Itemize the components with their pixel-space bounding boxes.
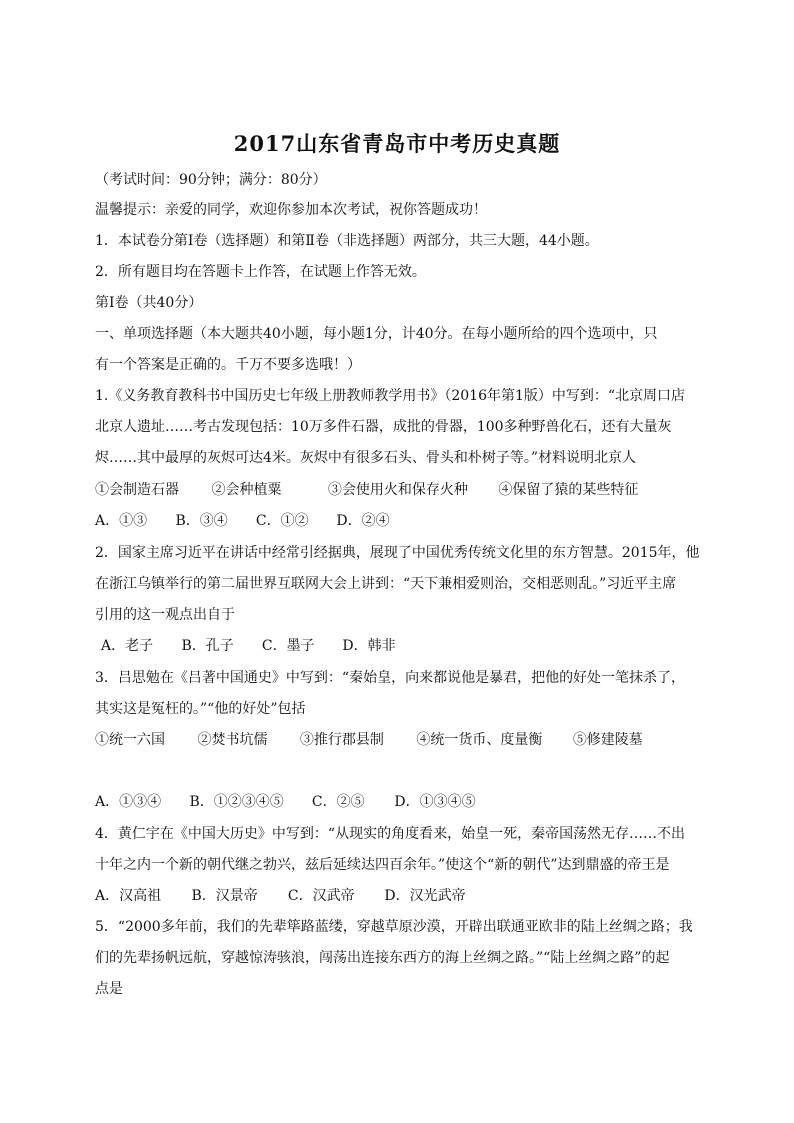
- q3-items: [95, 730, 705, 750]
- section-heading-cont: 有一个答案是正确的。千万不要多选哦！）: [95, 357, 361, 373]
- section-heading: 一、单项选择题（本大题共40小题，每小题1分，计40分。在每小题所给的四个选项中，只: [95, 326, 658, 342]
- q1-text: 1.《义务教育教科书中国历史七年级上册教师教学用书》（2016年第1版）中写到：“北京周口店: [95, 388, 686, 404]
- tip-text: 温馨提示：亲爱的同学，欢迎你参加本次考试，祝你答题成功！: [95, 202, 487, 218]
- q3-option-a[interactable]: A．①③④: [95, 794, 162, 810]
- q5-text-cont: 点是: [95, 981, 123, 997]
- q3-item: ③推行郡县制: [299, 732, 384, 748]
- q4-option-d[interactable]: D．汉光武帝: [384, 888, 466, 904]
- q2-option-a[interactable]: A．老子: [101, 638, 154, 654]
- q3-item: ②焚书坑儒: [197, 732, 268, 748]
- q1-option-c[interactable]: C．①②: [255, 513, 309, 529]
- q2-option-d[interactable]: D．韩非: [342, 638, 396, 654]
- exam-info: （考试时间：90分钟；满分：80分）: [95, 172, 327, 188]
- q1-item: ②会种植粟: [211, 482, 282, 498]
- q1-item: ③会使用火和保存火种: [327, 482, 468, 498]
- note-2: 2．所有题目均在答题卡上作答，在试题上作答无效。: [95, 264, 426, 280]
- part-heading: 第Ⅰ卷（共40分）: [95, 295, 203, 311]
- q4-option-b[interactable]: B．汉景帝: [191, 888, 258, 904]
- q1-item: ④保留了猿的某些特征: [498, 482, 639, 498]
- q1-option-b[interactable]: B．③④: [175, 513, 228, 529]
- q2-text-cont: 引用的这一观点出自于: [95, 607, 235, 623]
- q3-text: 3．吕思勉在《吕著中国通史》中写到：“秦始皇，向来都说他是暴君，把他的好处一笔抹杀了，: [95, 670, 686, 686]
- page-title: 2017山东省青岛市中考历史真题: [233, 131, 561, 156]
- q1-text-cont: 北京人遗址……考古发现包括：10万多件石器，成批的骨器，100多种野兽化石，还有大量灰: [95, 419, 672, 435]
- q1-option-d[interactable]: D．②④: [336, 513, 390, 529]
- q3-options: [95, 792, 705, 812]
- note-1: 1．本试卷分第Ⅰ卷（选择题）和第Ⅱ卷（非选择题）两部分，共三大题，44小题。: [95, 233, 599, 249]
- q5-text-cont: 们的先辈扬帆远航，穿越惊涛骇浪，闯荡出连接东西方的海上丝绸之路。”“陆上丝绸之路”的起: [95, 950, 670, 966]
- q4-options: [95, 886, 705, 906]
- q3-option-c[interactable]: C．②⑤: [311, 794, 365, 810]
- q1-text-cont: 烬……其中最厚的灰烬可达4米。灰烬中有很多石头、骨头和朴树子等。”材料说明北京人: [95, 450, 637, 466]
- q1-items: [95, 480, 705, 500]
- q4-text: 4．黄仁宇在《中国大历史》中写到：“从现实的角度看来，始皇一死，秦帝国荡然无存……不出: [95, 826, 686, 842]
- q2-option-c[interactable]: C．墨子: [261, 638, 315, 654]
- q4-option-a[interactable]: A．汉高祖: [95, 888, 162, 904]
- q3-item: ①统一六国: [95, 732, 165, 748]
- q1-option-a[interactable]: A．①③: [95, 513, 148, 529]
- q2-text-cont: 在浙江乌镇举行的第二届世界互联网大会上讲到：“天下兼相爱则治，交相恶则乱。”习近平主席: [95, 576, 677, 592]
- q5-text: 5．“2000多年前，我们的先辈筚路蓝缕，穿越草原沙漠，开辟出联通亚欧非的陆上丝绸之路；我: [95, 919, 693, 935]
- q2-option-b[interactable]: B．孔子: [181, 638, 234, 654]
- q3-option-b[interactable]: B．①②③④⑤: [189, 794, 284, 810]
- q2-text: 2．国家主席习近平在讲话中经常引经据典，展现了中国优秀传统文化里的东方智慧。2015年，他: [95, 545, 700, 561]
- q4-option-c[interactable]: C．汉武帝: [287, 888, 355, 904]
- q4-text-cont: 十年之内一个新的朝代继之勃兴，兹后延续达四百余年。”使这个“新的朝代”达到鼎盛的帝王是: [95, 857, 670, 873]
- q3-option-d[interactable]: D．①③④⑤: [394, 794, 476, 810]
- q3-item: ④统一货币、度量衡: [416, 732, 543, 748]
- q1-options: [95, 511, 705, 531]
- q3-text-cont: 其实这是冤枉的。”“他的好处”包括: [95, 701, 306, 717]
- q1-item: ①会制造石器: [95, 482, 179, 498]
- q2-options: [101, 636, 711, 656]
- q3-item: ⑤修建陵墓: [572, 732, 643, 748]
